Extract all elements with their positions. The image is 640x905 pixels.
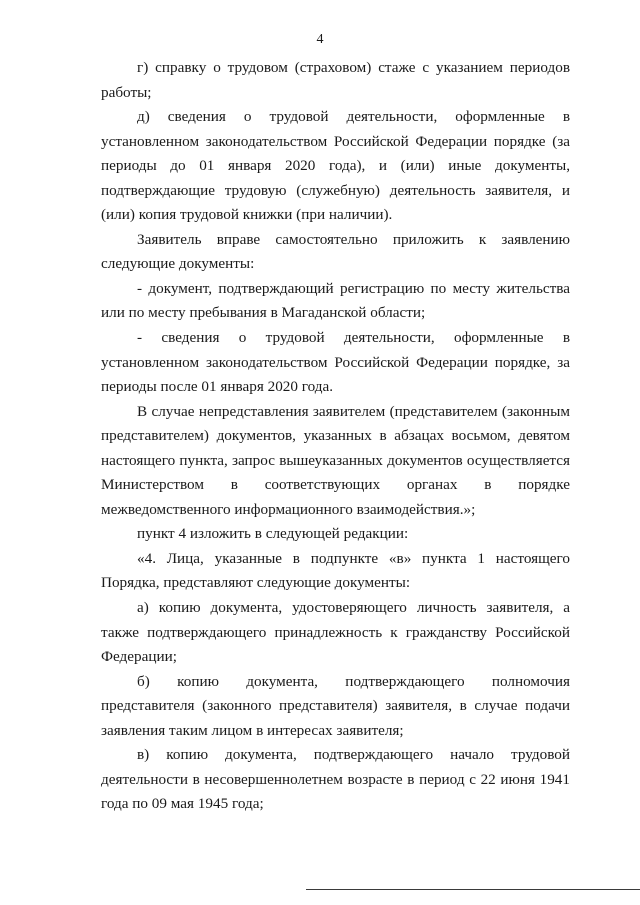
paragraph-registration-document: - документ, подтверждающий регистрацию по месту жительства или по месту пребывания в Магаданской области; — [101, 279, 570, 322]
paragraph-g: г) справку о трудовом (страховом) стаже с указанием периодов работы; — [101, 59, 570, 101]
footer-divider — [306, 889, 640, 890]
page-number: 4 — [316, 32, 324, 47]
document-body — [101, 56, 570, 817]
paragraph-point-4-intro: пункт 4 изложить в следующей редакции: — [137, 525, 409, 543]
paragraph-item-a: а) копию документа, удостоверяющего личность заявителя, а также подтверждающего принадлежность к гражданству Российской Федерации; — [101, 599, 570, 666]
paragraph-point-4-heading: «4. Лица, указанные в подпункте «в» пункта 1 настоящего Порядка, представляют следующие документы: — [101, 549, 570, 592]
paragraph-item-v: в) копию документа, подтверждающего начало трудовой деятельности в несовершеннолетнем возрасте в период с 22 июня 1941 года по 09 мая 1945 года; — [101, 746, 570, 813]
paragraph-d: д) сведения о трудовой деятельности, оформленные в установленном законодательством Российской Федерации порядке (за периоды до 01 января 2020 года), и (или) иные документы, подтверждающие трудовую (служебную) деятельность заявителя, и (или) копия трудовой книжки (при наличии). — [101, 108, 570, 224]
paragraph-non-submission: В случае непредставления заявителем (представителем (законным представителем) документов, указанных в абзацах восьмом, девятом настоящего пункта, запрос вышеуказанных документов осуществляется Министерством в соответствующих органах в порядке межведомственного информационного взаимодействия.»; — [101, 402, 570, 518]
paragraph-applicant-may-attach: Заявитель вправе самостоятельно приложить к заявлению следующие документы: — [101, 230, 570, 273]
paragraph-labor-info-after-2020: - сведения о трудовой деятельности, оформленные в установленном законодательством Российской Федерации порядке, за периоды после 01 января 2020 года. — [101, 329, 570, 396]
paragraph-item-b: б) копию документа, подтверждающего полномочия представителя (законного представителя) заявителя, в случае подачи заявления таким лицом в интересах заявителя; — [101, 672, 570, 739]
